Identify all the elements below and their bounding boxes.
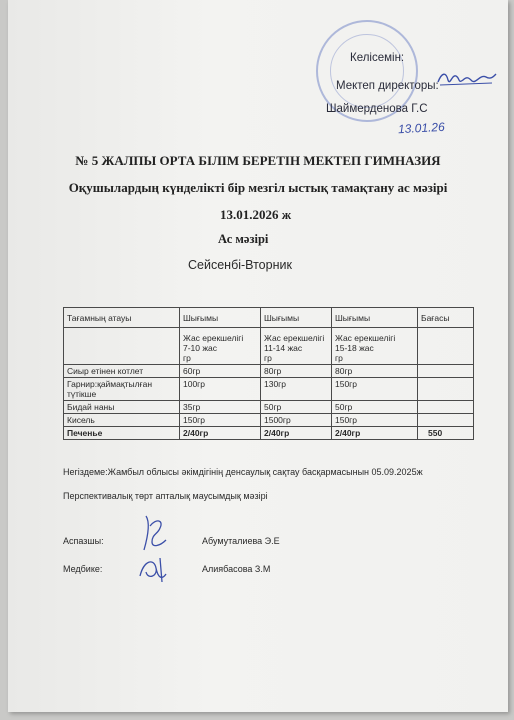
menu-table [63,307,474,440]
yield-15-18: 2/40гр [332,427,418,440]
yield-15-18: 150гр [332,414,418,427]
price [418,401,474,414]
yield-11-14: 130гр [261,378,332,401]
nurse-label: Медбике: [63,564,103,574]
col-header-price: Бағасы [418,308,474,328]
cook-signature [138,512,172,554]
table-row [64,401,474,414]
table-row [64,427,474,440]
yield-7-10: 150гр [180,414,261,427]
yield-15-18: 50гр [332,401,418,414]
price: 550 [418,427,474,440]
table-row [64,365,474,378]
col-header-dish: Тағамның атауы [64,308,180,328]
nurse-name: Алиябасова З.М [202,564,271,574]
age-group-2 [261,328,332,365]
dish-name: Гарнир:қаймақтылған түтікше [64,378,180,401]
price [418,365,474,378]
yield-7-10: 100гр [180,378,261,401]
cook-label: Аспазшы: [63,536,104,546]
approval-title: Келісемін: [350,52,405,64]
age-group-2-range: 11-14 жас [264,343,303,353]
yield-11-14: 50гр [261,401,332,414]
table-row [64,378,474,401]
yield-11-14: 1500гр [261,414,332,427]
age-group-1-label: Жас ерекшелігі [183,333,244,343]
director-label: Мектеп директоры: [336,80,439,92]
dish-name: Бидай наны [64,401,180,414]
price [418,378,474,401]
col-header-yield-2: Шығымы [261,308,332,328]
table-row [64,414,474,427]
table-header-row [64,308,474,328]
nurse-signature [136,554,170,586]
yield-7-10: 35гр [180,401,261,414]
dish-name: Кисель [64,414,180,427]
col-header-yield-3: Шығымы [332,308,418,328]
age-group-3-label: Жас ерекшелігі [335,333,396,343]
col-header-yield-1: Шығымы [180,308,261,328]
age-group-1-unit: гр [183,353,191,363]
handwritten-date: 13.01.26 [397,119,446,137]
perspective-note: Перспективалық төрт апталық маусымдық мәзірі [63,491,268,501]
cook-name: Абумуталиева Э.Е [202,536,280,546]
price [418,414,474,427]
basis-note: Негіздеме:Жамбыл облысы әкімдігінің денсаулық сақтау басқармасынын 05.09.2025ж [63,467,423,477]
age-group-3-range: 15-18 жас [335,343,374,353]
age-group-1-range: 7-10 жас [183,343,218,353]
document-page [8,0,508,712]
day-of-week: Сейсенбі-Вторник [188,258,292,272]
yield-11-14: 80гр [261,365,332,378]
age-group-3-unit: гр [335,353,343,363]
age-group-price-blank [418,328,474,365]
yield-15-18: 80гр [332,365,418,378]
director-signature [436,68,498,90]
menu-date: 13.01.2026 ж [220,207,292,222]
school-title: № 5 ЖАЛПЫ ОРТА БІЛІМ БЕРЕТІН МЕКТЕП ГИМНАЗИЯ [75,153,441,168]
age-group-row [64,328,474,365]
yield-11-14: 2/40гр [261,427,332,440]
menu-heading: Ас мәзірі [218,232,269,246]
age-group-3 [332,328,418,365]
yield-15-18: 150гр [332,378,418,401]
director-name: Шаймерденова Г.С [326,103,428,115]
dish-name: Печенье [64,427,180,440]
yield-7-10: 60гр [180,365,261,378]
yield-7-10: 2/40гр [180,427,261,440]
age-group-blank [64,328,180,365]
menu-subtitle: Оқушылардың күнделікті бір мезгіл ыстық тамақтану ас мәзірі [68,180,448,195]
dish-name: Сиыр етінен котлет [64,365,180,378]
age-group-1 [180,328,261,365]
age-group-2-label: Жас ерекшелігі [264,333,325,343]
age-group-2-unit: гр [264,353,272,363]
